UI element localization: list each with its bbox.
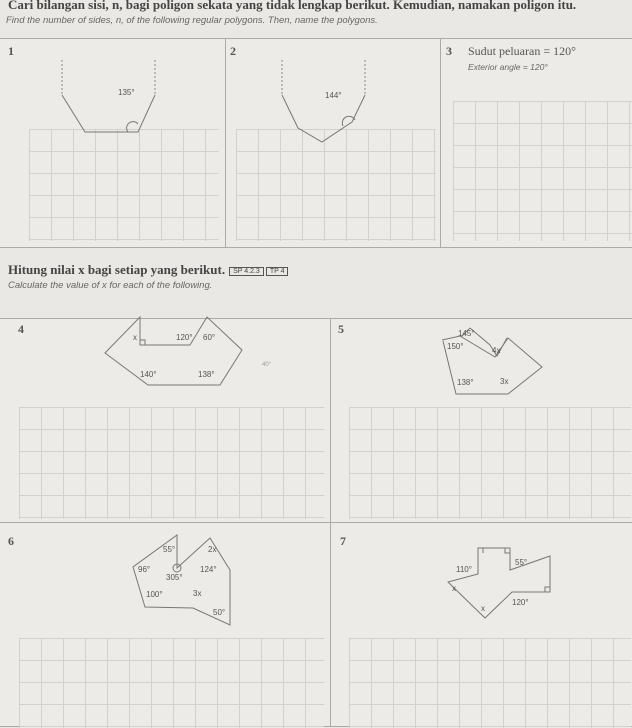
question-number: 1 [8,44,14,58]
question-number: 6 [8,534,14,548]
angle-label: 120° [512,598,529,607]
pencil-scribble: 40° [262,362,272,368]
angle-label: 55° [163,545,176,554]
angle-label: x [133,333,137,342]
angle-label: 120° [176,333,193,342]
question-number: 4 [18,322,24,336]
angle-label: 145° [458,329,475,338]
angle-label: x [481,604,485,613]
angle-label: 150° [447,342,464,351]
angle-label: 50° [213,608,226,617]
section1-subtitle: Find the number of sides, n, of the following regular polygons. Then, name the polygons. [6,15,378,26]
section2-title-text: Hitung nilai x bagi setiap yang berikut. [8,262,226,277]
angle-label: 140° [140,370,157,379]
tp-tag: TP 4 [266,267,289,276]
question-number: 3 [446,44,452,58]
angle-label: 100° [146,590,163,599]
angle-label: 3x [500,377,509,386]
angle-label: 124° [200,565,217,574]
section2-subtitle: Calculate the value of x for each of the following. [8,280,213,291]
question-number: 7 [340,534,346,548]
angle-label: 110° [456,565,472,574]
angle-label: x [452,584,456,593]
question-number: 2 [230,44,236,58]
section1-title: Cari bilangan sisi, n, bagi poligon sekata yang tidak lengkap berikut. Kemudian, namakan poligon itu. [8,0,577,12]
angle-label: 60° [203,333,216,342]
sp-tag: SP 4.2.3 [229,267,264,276]
angle-label: 144° [325,91,342,100]
angle-label: 2x [208,545,217,554]
exterior-angle-ms: Sudut peluaran = 120° [468,44,576,58]
angle-label: 138° [457,378,474,387]
angle-label: 138° [198,370,215,379]
exterior-angle-en: Exterior angle = 120° [468,62,548,72]
angle-label: 4x [492,346,501,355]
angle-label: 55° [515,558,528,567]
question-number: 5 [338,322,344,336]
angle-label: 3x [193,589,202,598]
angle-label: 305° [166,573,183,582]
angle-label: 96° [138,565,151,574]
angle-label: 135° [118,88,135,97]
